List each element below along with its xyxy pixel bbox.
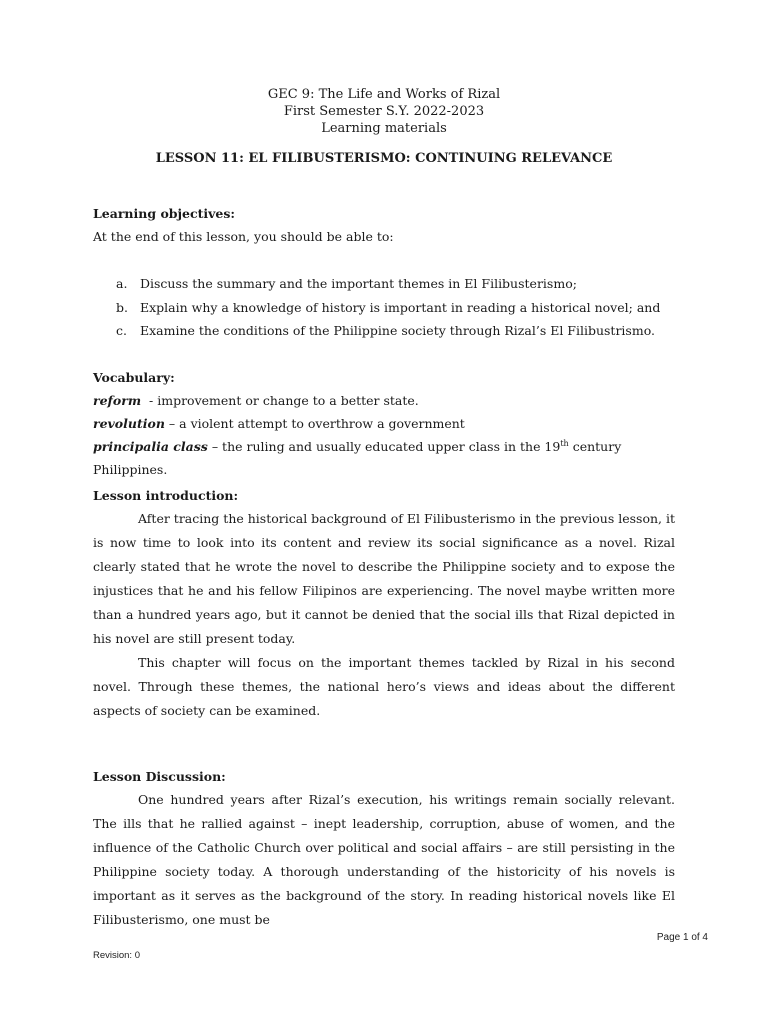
vocab-separator: - bbox=[141, 393, 158, 408]
list-item-text: Explain why a knowledge of history is important in reading a historical novel; and bbox=[140, 299, 661, 315]
list-marker: a. bbox=[116, 276, 128, 291]
vocab-separator: – bbox=[207, 439, 223, 454]
page-number: Page 1 of 4 bbox=[656, 932, 708, 943]
vocab-term: principalia class bbox=[93, 439, 208, 454]
vocabulary-section bbox=[93, 366, 675, 481]
vocab-item-reform bbox=[93, 389, 675, 412]
discussion-paragraph: One hundred years after Rizal’s execution, his writings remain socially relevant. The ills that he rallied against – inept leadership, corruption, abuse of women, and the influence of the Catholic Church over political and social affairs – are still persisting in the Philippine society today. A thorough understanding of the historicity of his novels is important as it serves as the background of the story. In reading historical novels like El Filibusterismo, one must be bbox=[93, 792, 675, 927]
vocab-superscript: th bbox=[560, 438, 569, 448]
list-item-text: Examine the conditions of the Philippine society through Rizal’s El Filibustrismo. bbox=[140, 323, 655, 338]
lesson-title: LESSON 11: EL FILIBUSTERISMO: CONTINUING RELEVANCE bbox=[155, 151, 613, 166]
introduction-paragraph: After tracing the historical background of El Filibusterismo in the previous lesson, it is now time to look into its content and review its social significance as a novel. Rizal clearly stated that he wrote the novel to describe the Philippine society and to expose the injustices that he and his fellow Filipinos are experiencing. The novel maybe written more than a hundred years ago, but it cannot be denied that the social ills that Rizal depicted in his novel are still present today. bbox=[93, 511, 675, 646]
vocab-item-principalia bbox=[93, 435, 675, 481]
introduction-paragraph: This chapter will focus on the important themes tackled by Rizal in his second novel. Through these themes, the national hero’s views and ideas about the different aspects of society can be examined. bbox=[93, 655, 675, 718]
list-item bbox=[116, 319, 676, 343]
vocab-definition: the ruling and usually educated upper class in the 19 bbox=[222, 439, 561, 454]
vocab-item-revolution bbox=[93, 412, 675, 435]
vocab-definition-end: century Philippines. bbox=[93, 439, 622, 477]
list-item bbox=[116, 296, 676, 320]
objectives-section bbox=[93, 202, 675, 248]
objectives-list bbox=[116, 272, 676, 343]
course-title: GEC 9: The Life and Works of Rizal bbox=[267, 87, 501, 102]
list-item bbox=[116, 272, 676, 296]
objectives-heading: Learning objectives: bbox=[93, 206, 235, 221]
objectives-intro: At the end of this lesson, you should be able to: bbox=[93, 229, 394, 244]
vocab-definition: improvement or change to a better state. bbox=[157, 393, 419, 408]
materials-line: Learning materials bbox=[321, 121, 447, 136]
list-marker: b. bbox=[116, 299, 128, 315]
introduction-heading: Lesson introduction: bbox=[93, 488, 239, 503]
list-marker: c. bbox=[116, 323, 127, 338]
discussion-section bbox=[93, 765, 675, 932]
vocab-definition: a violent attempt to overthrow a government bbox=[179, 416, 465, 431]
introduction-section bbox=[93, 484, 675, 723]
semester-line: First Semester S.Y. 2022-2023 bbox=[283, 104, 485, 119]
vocab-separator: – bbox=[164, 416, 180, 431]
revision-label: Revision: 0 bbox=[93, 950, 140, 961]
list-item-text: Discuss the summary and the important themes in El Filibusterismo; bbox=[140, 276, 577, 291]
discussion-heading: Lesson Discussion: bbox=[93, 769, 226, 784]
vocab-term: reform bbox=[93, 393, 142, 408]
vocabulary-heading: Vocabulary: bbox=[93, 370, 175, 385]
vocab-term: revolution bbox=[93, 416, 165, 431]
